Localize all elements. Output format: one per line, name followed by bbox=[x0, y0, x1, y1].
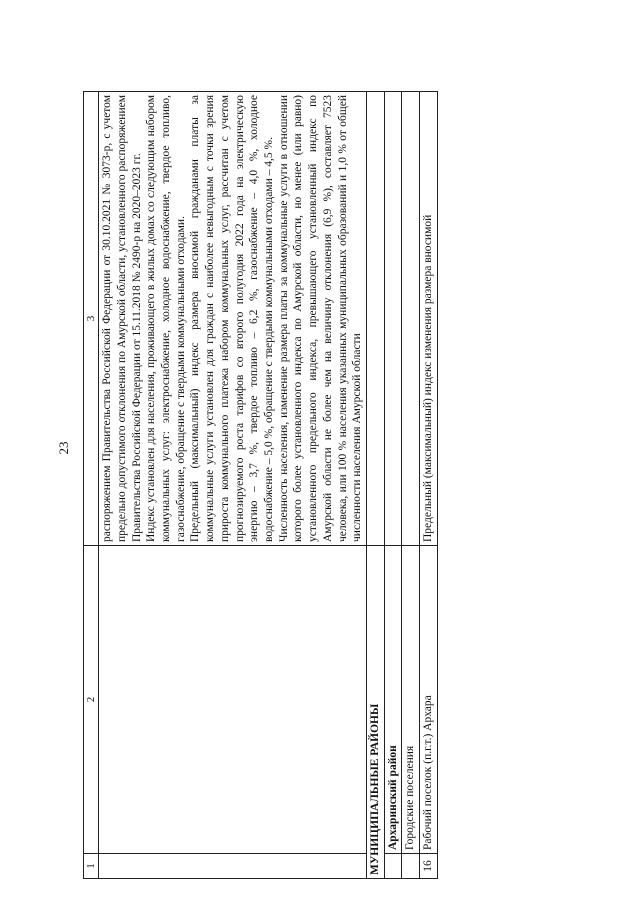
continuation-num-cell bbox=[99, 854, 367, 879]
paragraph: Индекс установлен для населения, проживающего в жилых домах со следующим набором коммунальных услуг: электроснабжение, холодное водоснабжение, твердое топливо, газоснабжение, обращение с твердыми коммунальными отходами. bbox=[145, 95, 187, 542]
paragraph: Численность населения, изменение размера платы за коммунальные услуги в отношении которого более установленного индекса по Амурской области, но менее (или равно) установленного предельного индекса, превышающего установленный индекс по Амурской области не более чем на величину отклонения (6,9 %), составляет 7523 человека, или 100 % населения указанных муниципальных образований и 1,0 % от общей численности населения Амурской области bbox=[277, 95, 364, 542]
table-row-16 bbox=[420, 92, 438, 879]
continuation-name-cell bbox=[99, 546, 367, 854]
header-col-2: 2 bbox=[84, 546, 99, 854]
empty-cell bbox=[384, 854, 402, 879]
header-row bbox=[84, 92, 99, 879]
paragraph: распоряжением Правительства Российской Федерации от 30.10.2021 № 3073-р, с учетом предельно допустимого отклонения по Амурской области, установленного распоряжением Правительства Российской Федерации от 15.11.2018 № 2490-р на 2020–2023 гг. bbox=[101, 95, 143, 542]
header-col-1: 1 bbox=[84, 854, 99, 879]
page-number: 23 bbox=[56, 441, 71, 455]
empty-cell bbox=[384, 92, 402, 546]
row-16-text: Предельный (максимальный) индекс изменения размера вносимой bbox=[420, 92, 438, 546]
row-16-number: 16 bbox=[420, 854, 438, 879]
section-urban-label: Городские поселения bbox=[402, 546, 420, 854]
section-row-district bbox=[384, 92, 402, 879]
empty-cell bbox=[367, 92, 385, 546]
indices-table bbox=[83, 91, 438, 879]
paragraph: Предельный (максимальный) индекс размера вносимой гражданами платы за коммунальные услуги установлен для граждан с наиболее невыгодным с точки зрения прироста коммунального платежа набором коммунальных услуг, рассчитан с учетом прогнозируемого роста тарифов со второго полугодия 2022 года на электрическую энергию – 3,7 %, твердое топливо – 6,2 %, газоснабжение – 4,0 %, холодное водоснабжение – 5,0 %, обращение с твердыми коммунальными отходами – 4,5 %. bbox=[189, 95, 275, 542]
continuation-text-cell bbox=[99, 92, 367, 546]
section-row-municipal bbox=[367, 92, 385, 879]
continuation-row bbox=[99, 92, 367, 879]
row-16-name: Рабочий поселок (п.г.т.) Архара bbox=[420, 546, 438, 854]
section-district-label: Архаринский район bbox=[384, 546, 402, 854]
rotated-page-content bbox=[83, 92, 577, 879]
empty-cell bbox=[402, 92, 420, 546]
empty-cell bbox=[402, 854, 420, 879]
section-municipal-label: МУНИЦИПАЛЬНЫЕ РАЙОНЫ bbox=[367, 546, 385, 879]
header-col-3: 3 bbox=[84, 92, 99, 546]
section-row-urban bbox=[402, 92, 420, 879]
